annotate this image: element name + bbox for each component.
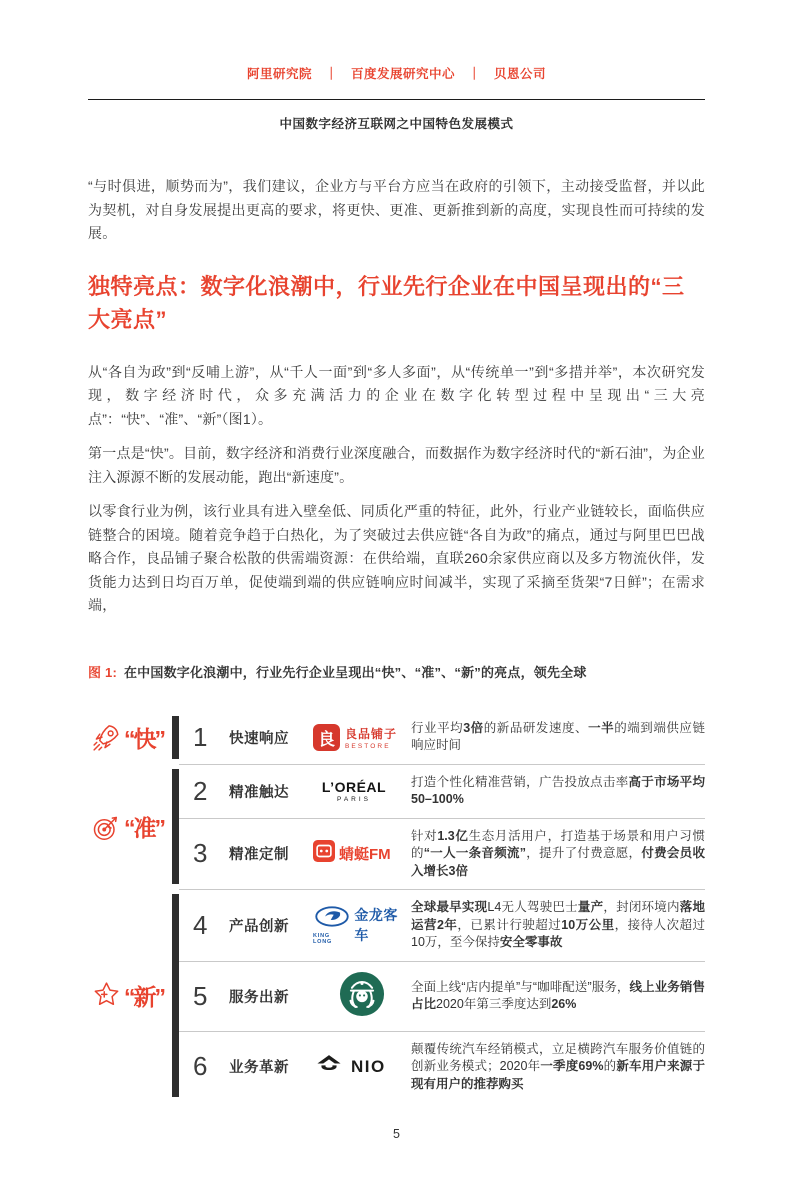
group-label-text: “新”	[124, 984, 164, 1010]
row-number: 4	[193, 909, 208, 940]
section-heading: 独特亮点：数字化浪潮中，行业先行企业在中国呈现出的“三大亮点”	[88, 273, 685, 332]
row-description: 全球最早实现L4无人驾驶巴士量产，封闭环境内落地运营2年，已累计行驶超过10万公里，接待人次超过10万，至今保持安全零事故	[411, 900, 705, 949]
figure-caption-label: 图 1:	[88, 664, 117, 680]
qingting-fm-logo-icon	[313, 840, 335, 867]
row-number: 2	[193, 775, 208, 806]
row-description: 全面上线“店内提单”与“咖啡配送”服务，线上业务销售占比2020年第三季度达到26%	[411, 979, 705, 1011]
row-title: 快速响应	[229, 730, 289, 747]
qingting-fm-logo	[313, 840, 411, 867]
loreal-logo-paris: PARIS	[336, 796, 372, 803]
row-description: 行业平均3倍的新品研发速度、一半的端到端供应链响应时间	[411, 720, 705, 752]
bestore-logo	[313, 724, 411, 751]
bestore-logo-en: BESTORE	[345, 742, 391, 750]
header-divider	[88, 99, 705, 100]
star-plus-icon	[90, 979, 123, 1012]
org-separator: ｜	[468, 67, 482, 81]
row-number: 5	[193, 980, 208, 1011]
group-label-text: “准”	[124, 814, 164, 841]
row-description: 针对1.3亿生态月活用户，打造基于场景和用户习惯的“一人一条音频流”，提升了付费意愿，付费会员收入增长3倍	[411, 828, 705, 878]
header-orgs	[88, 64, 705, 82]
group-label-text: “快”	[124, 725, 164, 752]
org-name: 阿里研究院	[246, 67, 312, 81]
figure-caption-text: 在中国数字化浪潮中，行业先行企业呈现出“快”、“准”、“新”的亮点，领先全球	[123, 664, 587, 680]
nio-logo-text: NIO	[351, 1056, 386, 1076]
row-number: 1	[193, 721, 208, 752]
row-number: 6	[193, 1051, 208, 1082]
group-bar	[172, 769, 179, 885]
row-title: 精准触达	[229, 784, 289, 801]
bestore-logo-cn: 良品铺子	[345, 726, 398, 741]
bestore-logo-icon: 良	[313, 724, 340, 751]
row-description: 打造个性化精准营销，广告投放点击率高于市场平均50–100%	[411, 774, 705, 806]
row-number: 3	[193, 838, 208, 869]
nio-logo-icon	[313, 1053, 345, 1080]
figure-caption	[88, 662, 705, 681]
row-title: 精准定制	[229, 847, 289, 864]
row-title: 业务革新	[229, 1060, 289, 1077]
group-label-fast	[88, 721, 172, 754]
table-row	[179, 961, 705, 1031]
king-long-logo-en: KING LONG	[313, 932, 333, 945]
org-name: 贝恩公司	[494, 67, 547, 81]
group-bar	[172, 894, 179, 1097]
loreal-logo-wordmark: L’ORÉAL	[321, 779, 387, 795]
table-row	[179, 890, 705, 961]
group-label-precise	[88, 810, 172, 843]
king-long-logo	[313, 905, 411, 945]
table-row	[179, 765, 705, 818]
rocket-icon	[90, 721, 123, 754]
table-row	[179, 818, 705, 890]
paragraph: 以零食行业为例，该行业具有进入壁垒低、同质化严重的特征，此外，行业产业链较长，面临供应链整合的困境。随着竞争趋于白热化，为了突破过去供应链“各自为政”的痛点，通过与阿里巴巴战略合作，良品铺子聚合松散的供需端资源：在供给端，直联260余家供应商以及多方物流伙伴，发货能力达到日均百万单，促使端到端的供应链响应时间减半，实现了采摘至货架“7日鲜”；在需求端，	[88, 503, 705, 613]
starbucks-logo	[313, 971, 411, 1022]
figure-group-new	[88, 889, 705, 1102]
table-row	[179, 711, 705, 764]
page-content	[0, 64, 793, 1102]
group-label-new	[88, 979, 172, 1012]
page-number: 5	[393, 1127, 400, 1141]
group-bar	[172, 716, 179, 759]
org-name: 百度发展研究中心	[350, 67, 455, 81]
figure-table	[88, 711, 705, 1103]
paragraph-intro: “与时俱进，顺势而为”，我们建议，企业方与平台方应当在政府的引领下，主动接受监督，并以此为契机，对自身发展提出更高的要求，将更快、更准、更新推到新的高度，实现良性而可持续的发展。	[88, 178, 705, 241]
target-dart-icon	[90, 810, 123, 843]
figure-group-fast	[88, 711, 705, 764]
org-separator: ｜	[324, 67, 338, 81]
figure-group-precise	[88, 764, 705, 890]
row-title: 服务出新	[229, 989, 289, 1006]
row-description: 颠覆传统汽车经销模式，立足横跨汽车服务价值链的创新业务模式；2020年一季度69%的新车用户来源于现有用户的推荐购买	[411, 1041, 705, 1091]
qingting-fm-logo-text: 蜻蜓FM	[339, 846, 391, 864]
starbucks-logo-icon	[339, 971, 385, 1022]
king-long-logo-cn: 金龙客车	[354, 907, 398, 944]
loreal-logo	[313, 779, 411, 803]
king-long-logo-icon	[315, 906, 349, 932]
nio-logo	[313, 1053, 411, 1080]
row-title: 产品创新	[229, 918, 289, 935]
table-row	[179, 1031, 705, 1103]
paragraph: 从“各自为政”到“反哺上游”，从“千人一面”到“多人多面”，从“传统单一”到“多措并举”，本次研究发现，数字经济时代，众多充满活力的企业在数字化转型过程中呈现出“三大亮点”：“快”、“准”、“新”（图1）。	[88, 363, 705, 427]
paragraph: 第一点是“快”。目前，数字经济和消费行业深度融合，而数据作为数字经济时代的“新石油”，为企业注入源源不断的发展动能，跑出“新速度”。	[88, 445, 705, 485]
doc-title: 中国数字经济互联网之中国特色发展模式	[279, 117, 514, 131]
